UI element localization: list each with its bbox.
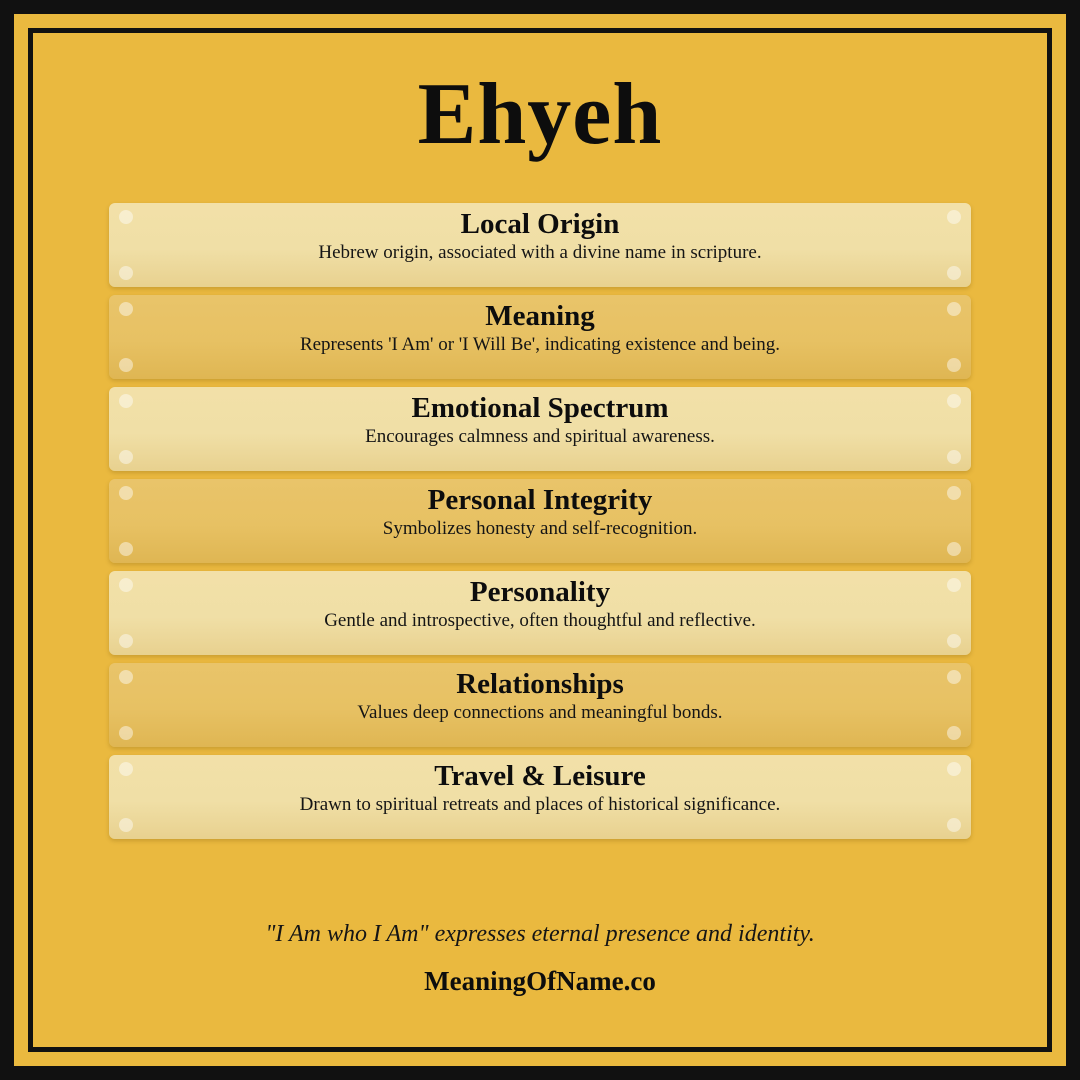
card-description: Represents 'I Am' or 'I Will Be', indicating existence and being. bbox=[299, 334, 781, 356]
card-dot-bottom-left bbox=[119, 266, 133, 280]
card-description: Values deep connections and meaningful bonds. bbox=[357, 702, 723, 724]
card-title: Personality bbox=[469, 576, 611, 609]
card-dot-bottom-right bbox=[947, 726, 961, 740]
card-dot-bottom-right bbox=[947, 634, 961, 648]
brand-name: MeaningOfName.co bbox=[424, 966, 656, 996]
footer bbox=[47, 921, 1033, 1033]
card-dot-bottom-left bbox=[119, 450, 133, 464]
card-dot-bottom-left bbox=[119, 726, 133, 740]
card-dot-bottom-left bbox=[119, 358, 133, 372]
attribute-card bbox=[109, 479, 971, 563]
card-title: Emotional Spectrum bbox=[411, 392, 669, 425]
card-dot-bottom-right bbox=[947, 542, 961, 556]
attribute-card bbox=[109, 295, 971, 379]
attribute-card bbox=[109, 387, 971, 471]
card-description: Drawn to spiritual retreats and places of historical significance. bbox=[299, 794, 781, 816]
card-title: Meaning bbox=[485, 300, 595, 333]
card-title: Relationships bbox=[456, 668, 624, 701]
page-title: Ehyeh bbox=[417, 66, 663, 163]
card-dot-bottom-right bbox=[947, 450, 961, 464]
card-description: Symbolizes honesty and self-recognition. bbox=[382, 518, 698, 540]
card-title: Local Origin bbox=[460, 208, 620, 241]
card-dot-bottom-right bbox=[947, 358, 961, 372]
attribute-card bbox=[109, 203, 971, 287]
card-dot-bottom-right bbox=[947, 818, 961, 832]
tagline: "I Am who I Am" expresses eternal presence and identity. bbox=[265, 921, 815, 947]
attribute-card bbox=[109, 571, 971, 655]
card-title: Travel & Leisure bbox=[434, 760, 646, 793]
card-description: Encourages calmness and spiritual awareness. bbox=[365, 426, 715, 448]
attribute-card-list bbox=[109, 203, 971, 839]
poster-content bbox=[47, 47, 1033, 1033]
card-dot-bottom-left bbox=[119, 634, 133, 648]
card-description: Hebrew origin, associated with a divine name in scripture. bbox=[318, 242, 762, 264]
card-dot-bottom-left bbox=[119, 542, 133, 556]
card-description: Gentle and introspective, often thoughtful and reflective. bbox=[324, 610, 756, 632]
card-dot-bottom-right bbox=[947, 266, 961, 280]
card-title: Personal Integrity bbox=[427, 484, 653, 517]
attribute-card bbox=[109, 755, 971, 839]
card-dot-bottom-left bbox=[119, 818, 133, 832]
attribute-card bbox=[109, 663, 971, 747]
